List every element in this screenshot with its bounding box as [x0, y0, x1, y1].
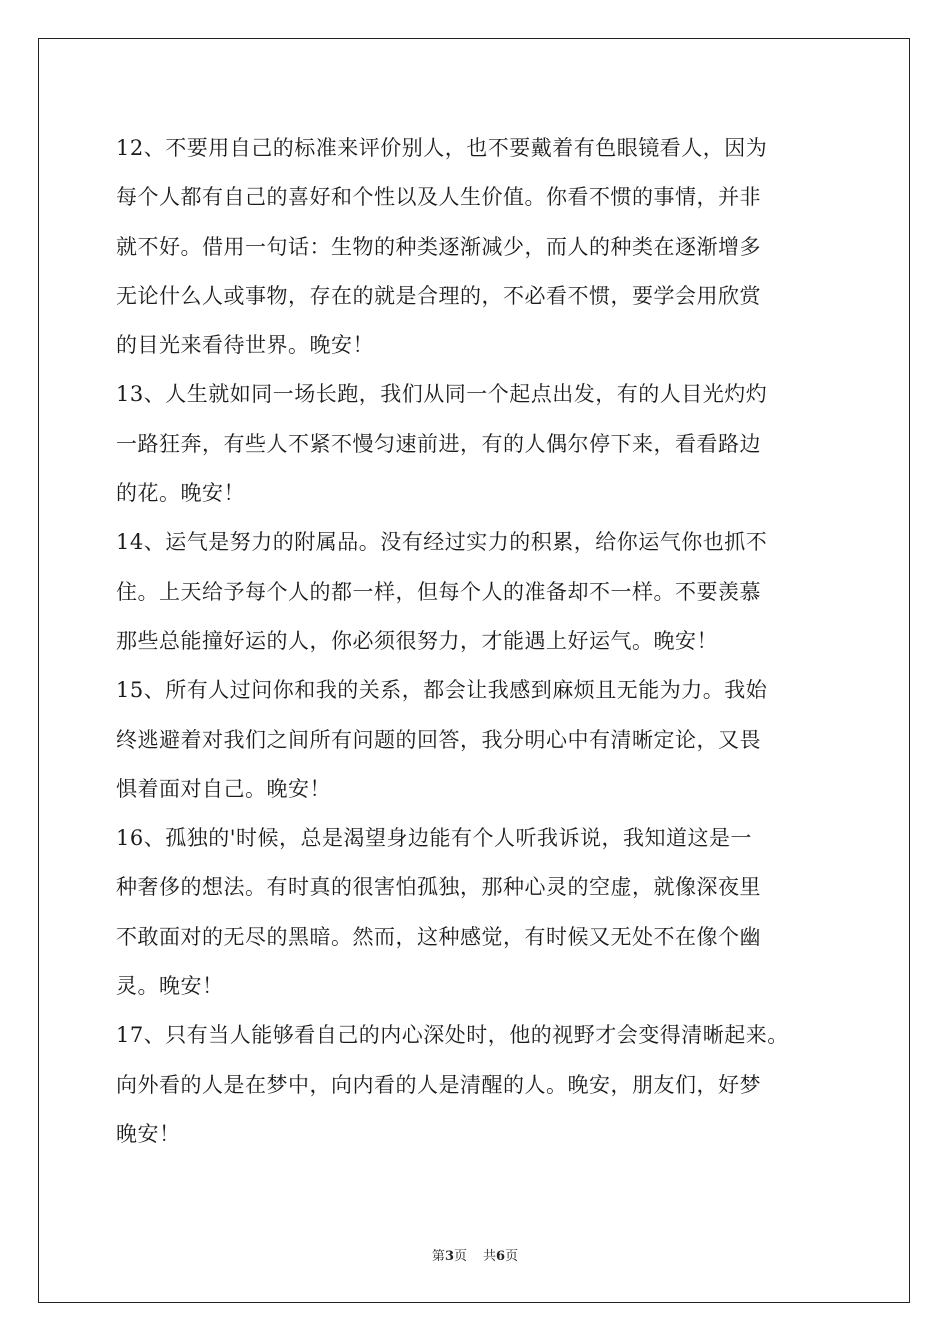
current-page: 3 [444, 1249, 454, 1264]
text-line: 晚安！ [116, 1121, 181, 1146]
text-line: 13、人生就如同一场长跑，我们从同一个起点出发，有的人目光灼灼 [116, 382, 768, 407]
page-footer [0, 1245, 950, 1264]
page-prefix: 第 [431, 1249, 445, 1264]
text-line: 那些总能撞好运的人，你必须很努力，才能遇上好运气。晚安！ [116, 628, 718, 653]
page-total [483, 1249, 518, 1264]
text-line: 的花。晚安！ [116, 481, 245, 506]
text-line: 12、不要用自己的标准来评价别人，也不要戴着有色眼镜看人，因为 [116, 136, 768, 160]
total-pages: 6 [496, 1249, 506, 1264]
text-line: 灵。晚安！ [116, 974, 224, 999]
text-line: 一路狂奔，有些人不紧不慢匀速前进，有的人偶尔停下来，看看路边 [116, 431, 761, 456]
text-line: 向外看的人是在梦中，向内看的人是清醒的人。晚安，朋友们，好梦 [116, 1072, 761, 1097]
text-line: 每个人都有自己的喜好和个性以及人生价值。你看不惯的事情，并非 [116, 185, 761, 210]
page-number [432, 1249, 467, 1264]
total-suffix: 页 [505, 1249, 519, 1264]
total-prefix: 共 [483, 1249, 497, 1264]
text-line: 16、孤独的'时候，总是渴望身边能有个人听我诉说，我知道这是一 [116, 826, 752, 851]
text-line: 无论什么人或事物，存在的就是合理的，不必看不惯，要学会用欣赏 [116, 283, 761, 308]
text-line: 不敢面对的无尽的黑暗。然而，这种感觉，有时候又无处不在像个幽 [116, 924, 761, 949]
page-suffix: 页 [453, 1249, 467, 1264]
text-line: 种奢侈的想法。有时真的很害怕孤独，那种心灵的空虚，就像深夜里 [116, 875, 761, 900]
document-body [116, 124, 846, 1159]
text-line: 住。上天给予每个人的都一样，但每个人的准备却不一样。不要羡慕 [116, 579, 761, 604]
text-line: 就不好。借用一句话：生物的种类逐渐减少，而人的种类在逐渐增多 [116, 234, 761, 259]
text-line: 惧着面对自己。晚安！ [116, 776, 331, 801]
text-line: 14、运气是努力的附属品。没有经过实力的积累，给你运气你也抓不 [116, 530, 768, 555]
text-line: 17、只有当人能够看自己的内心深处时，他的视野才会变得清晰起来。 [116, 1023, 789, 1048]
text-line: 的目光来看待世界。晚安！ [116, 333, 374, 358]
text-line: 15、所有人过问你和我的关系，都会让我感到麻烦且无能为力。我始 [116, 678, 768, 703]
text-line: 终逃避着对我们之间所有问题的回答，我分明心中有清晰定论，又畏 [116, 727, 761, 752]
